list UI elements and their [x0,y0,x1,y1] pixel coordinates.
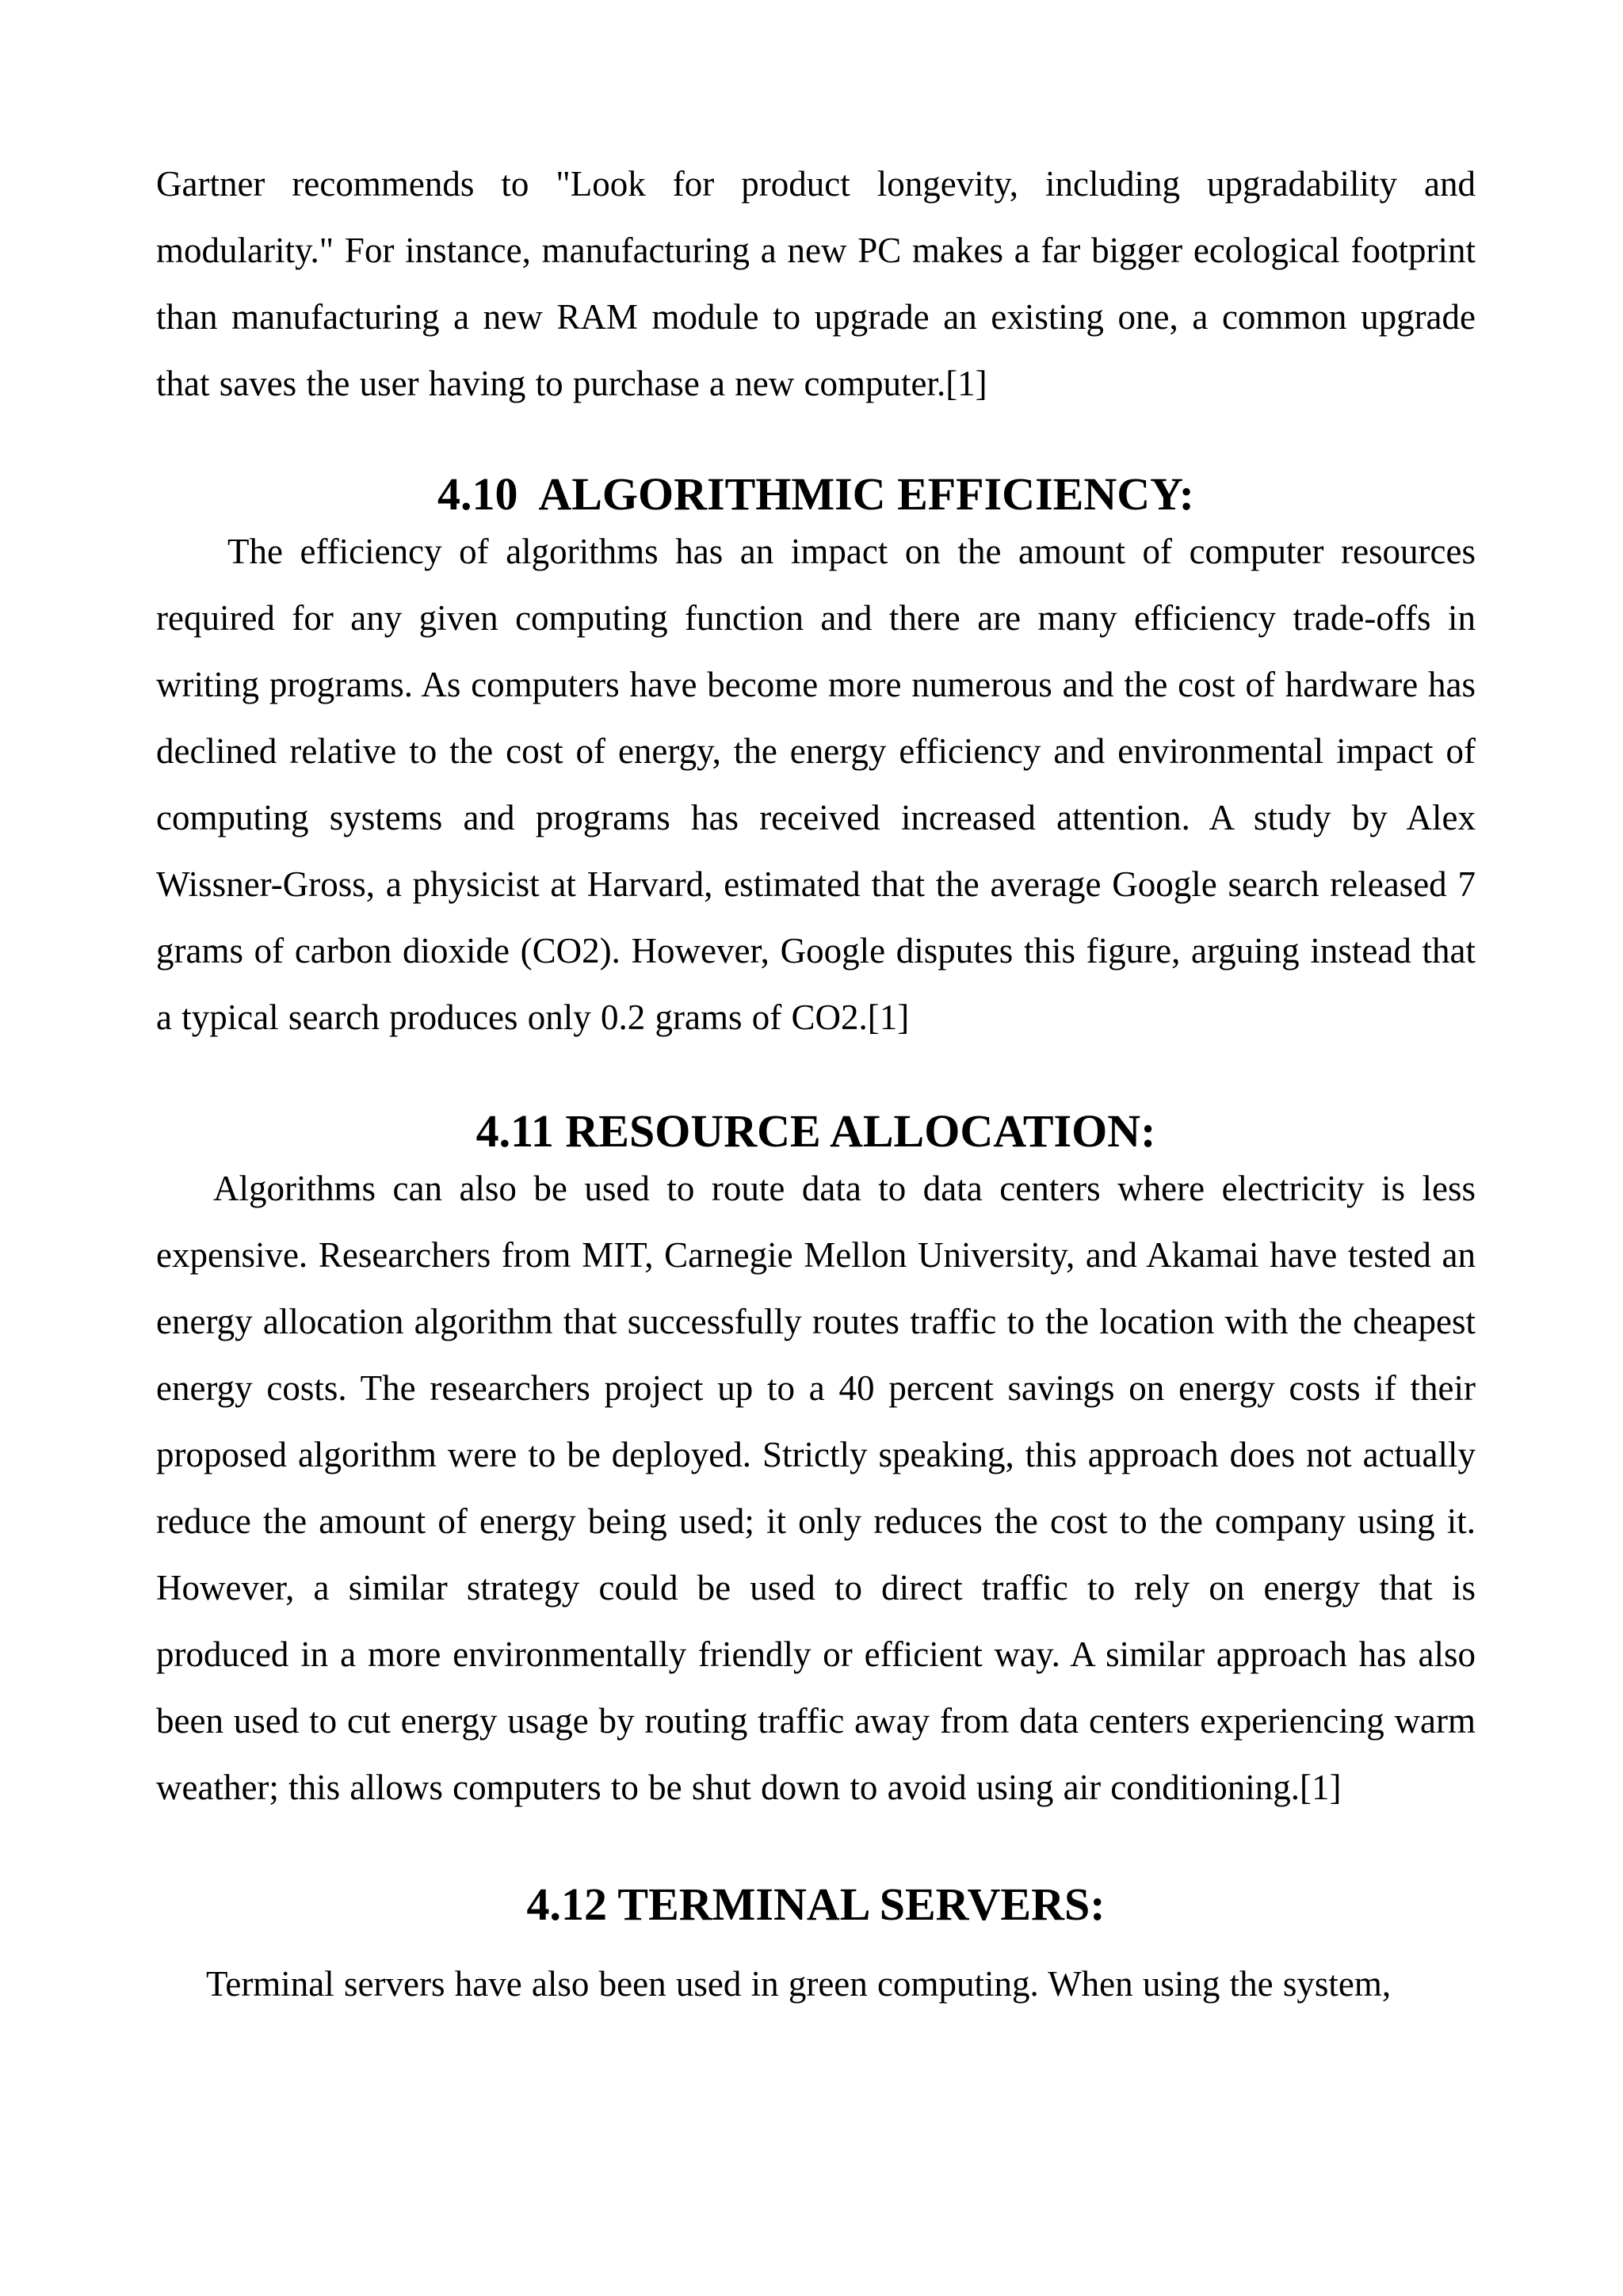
section-heading-terminal-servers: 4.12 TERMINAL SERVERS: [526,1878,1106,1930]
paragraph-algorithmic-efficiency: The efficiency of algorithms has an impact on the amount of computer resources required for any given computing function and there are many efficiency trade-offs in writing programs. As computers have become more numerous and the cost of hardware has declined relative to the cost of energy, the energy efficiency and environmental impact of computing systems and programs has received increased attention. A study by Alex Wissner-Gross, a physicist at Harvard, estimated that the average Google search released 7 grams of carbon dioxide (CO2). However, Google disputes this figure, arguing instead that a typical search produces only 0.2 grams of CO2.[1] [156,532,1476,1037]
paragraph-terminal-servers: Terminal servers have also been used in green computing. When using the system, [206,1964,1392,2004]
section-heading-algorithmic-efficiency: 4.10 ALGORITHMIC EFFICIENCY: [437,468,1194,520]
paragraph-resource-allocation: Algorithms can also be used to route data to data centers where electricity is less expensive. Researchers from MIT, Carnegie Mellon University, and Akamai have tested an energy allocation algorithm that successfully routes traffic to the location with the cheapest energy costs. The researchers project up to a 40 percent savings on energy costs if their proposed algorithm were to be deployed. Strictly speaking, this approach does not actually reduce the amount of energy being used; it only reduces the cost to the company using it. However, a similar strategy could be used to direct traffic to rely on energy that is produced in a more environmentally friendly or efficient way. A similar approach has also been used to cut energy usage by routing traffic away from data centers experiencing warm weather; this allows computers to be shut down to avoid using air conditioning.[1] [156,1169,1476,1807]
section-heading-resource-allocation: 4.11 RESOURCE ALLOCATION: [475,1105,1156,1157]
document-page [156,151,1476,2017]
paragraph-intro: Gartner recommends to "Look for product longevity, including upgradability and modularity." For instance, manufacturing a new PC makes a far bigger ecological footprint than manufacturing a new RAM module to upgrade an existing one, a common upgrade that saves the user having to purchase a new computer.[1] [156,164,1476,403]
